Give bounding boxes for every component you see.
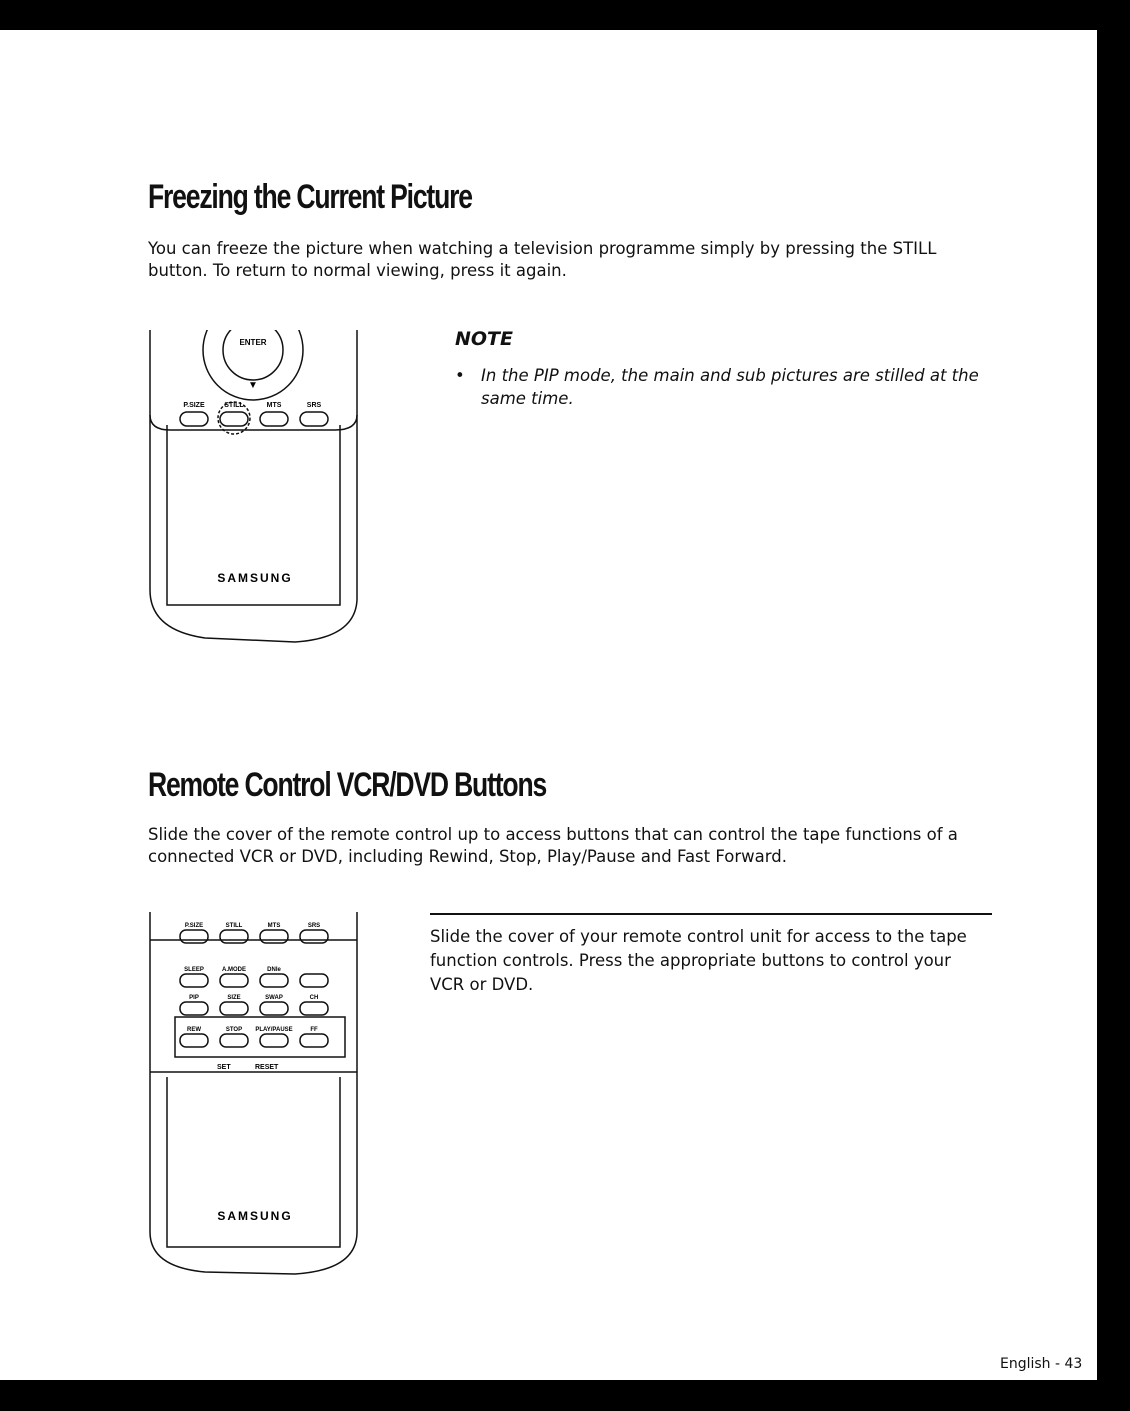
section-body-vcr-dvd: Slide the cover of the remote control up to access buttons that can control the tape functions of a connected VCR or DVD, including Rewind, Stop, Play/Pause and Fast Forward. — [148, 825, 958, 866]
divider — [430, 913, 992, 915]
remote-button — [300, 930, 328, 943]
button-label: SRS — [307, 923, 321, 929]
svg-text:▼: ▼ — [248, 380, 258, 391]
button-label: SIZE — [227, 995, 241, 1001]
remote-button — [300, 1034, 328, 1047]
note-text: In the PIP mode, the main and sub pictures are stilled at the same time. — [481, 366, 979, 408]
scan-border-bottom — [0, 1380, 1130, 1411]
button-label: SWAP — [265, 995, 283, 1001]
side-note-text: Slide the cover of your remote control unit for access to the tape function controls. Press the appropriate buttons to control your VCR or DVD. — [430, 927, 967, 994]
scan-border-right — [1097, 0, 1130, 1411]
button-label: STILL — [224, 402, 244, 409]
enter-label: ENTER — [239, 338, 267, 347]
section-title-freezing: Freezing the Current Picture — [148, 178, 472, 216]
button-label: SLEEP — [184, 967, 204, 973]
button-label: SRS — [306, 402, 322, 409]
button-label: STILL — [225, 923, 243, 929]
remote-button — [260, 1034, 288, 1047]
section-title-vcr-dvd: Remote Control VCR/DVD Buttons — [148, 766, 547, 804]
remote-button — [180, 1002, 208, 1015]
remote-button — [220, 1002, 248, 1015]
set-label: SET — [217, 1064, 231, 1071]
button-label: MTS — [266, 402, 282, 409]
button-label: PIP — [189, 995, 199, 1001]
scan-border-top — [0, 0, 1130, 30]
brand-logo: SAMSUNG — [217, 1209, 293, 1223]
note-item — [455, 364, 1021, 410]
brand-logo: SAMSUNG — [217, 571, 293, 585]
remote-button — [180, 1034, 208, 1047]
remote-button — [220, 974, 248, 987]
remote-button — [180, 974, 208, 987]
button-label: STOP — [225, 1027, 243, 1033]
remote-button — [180, 930, 208, 943]
page-number: English - 43 — [1000, 1356, 1083, 1372]
section-body-freezing: You can freeze the picture when watching a television programme simply by pressing the STILL button. To return to normal viewing, press it again. — [148, 239, 937, 280]
remote-button — [220, 1034, 248, 1047]
button-label: PLAY/PAUSE — [255, 1027, 293, 1033]
button-label: A.MODE — [222, 967, 246, 973]
button-label: REW — [187, 1027, 201, 1033]
remote-button — [220, 930, 248, 943]
note-title: NOTE — [455, 328, 513, 350]
remote-button — [260, 930, 288, 943]
remote-illustration-still — [145, 330, 375, 650]
remote-illustration-vcr — [145, 912, 375, 1282]
button-label: MTS — [267, 923, 281, 929]
reset-label: RESET — [255, 1064, 279, 1071]
remote-button — [260, 1002, 288, 1015]
button-label: FF — [310, 1027, 318, 1033]
remote-button — [260, 974, 288, 987]
bullet-icon: • — [455, 366, 465, 385]
remote-button — [300, 1002, 328, 1015]
button-label: P.SIZE — [183, 402, 205, 409]
button-label: CH — [309, 995, 319, 1001]
button-label: P.SIZE — [184, 923, 204, 929]
button-label: DNIe — [267, 967, 281, 973]
remote-button — [300, 974, 328, 987]
